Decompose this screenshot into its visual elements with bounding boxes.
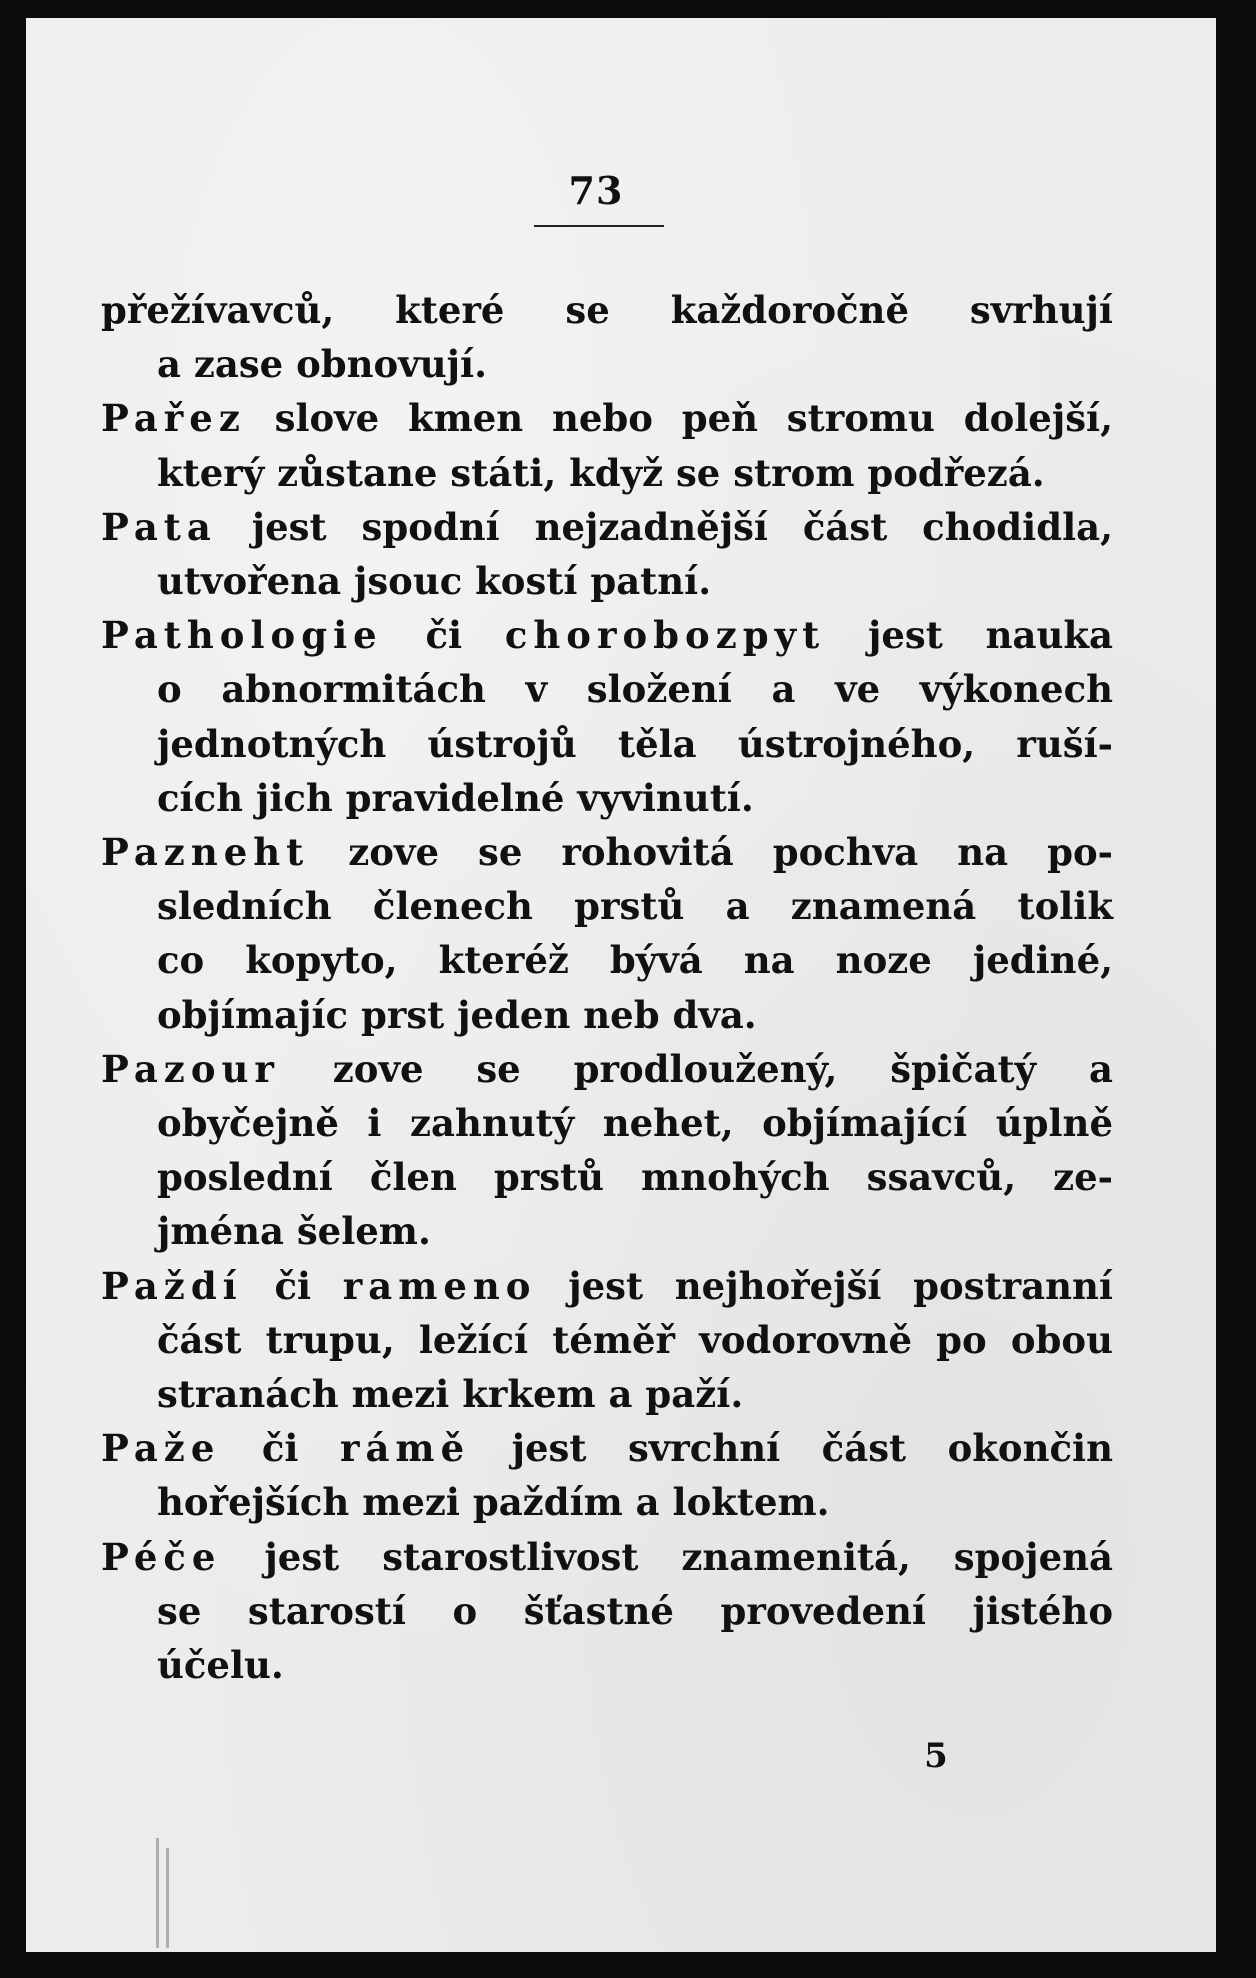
entry-pece <box>101 1530 1113 1693</box>
text-line: který zůstane státi, když se strom podřezá. <box>157 450 1045 495</box>
text-line <box>101 1421 1113 1475</box>
text-line: co kopyto, kteréž bývá na noze jediné, <box>157 938 1113 983</box>
entry-term: Paže <box>101 1426 221 1471</box>
text-line: poslední člen prstů mnohých ssavců, ze- <box>157 1155 1113 1200</box>
text-line: stranách mezi krkem a paží. <box>157 1372 744 1417</box>
entry-term-synonym: rámě <box>339 1426 471 1471</box>
text-line: jednotných ústrojů těla ústrojného, ruší- <box>157 721 1113 766</box>
page-number-rule <box>534 225 664 227</box>
text-line: sledních členech prstů a znamená tolik <box>157 884 1113 929</box>
entry-pathologie <box>101 608 1113 825</box>
text-line: cích jich pravidelné vyvinutí. <box>157 775 754 820</box>
entry-term: Paždí <box>101 1263 243 1308</box>
text-line: přežívavců, které se každoročně svrhují <box>101 288 1113 332</box>
entry-text: jest svrchní část okončin <box>470 1426 1113 1471</box>
entry-pazour <box>101 1042 1113 1259</box>
text-line: část trupu, ležící téměř vodorovně po obou <box>157 1317 1113 1362</box>
entry-text: či <box>382 613 505 658</box>
entry-paze <box>101 1421 1113 1529</box>
text-line: účelu. <box>157 1643 284 1688</box>
text-line <box>101 500 1113 554</box>
entry-text: jest spodní nejzadnější část chodidla, <box>216 504 1113 549</box>
entry-pazneht <box>101 825 1113 1042</box>
text-line: jména šelem. <box>157 1209 431 1254</box>
entry-parez <box>101 391 1113 499</box>
entry-text: zove se prodloužený, špičatý a <box>279 1046 1113 1091</box>
entry-term-synonym: chorobozpyt <box>504 613 826 658</box>
entry-continuation <box>101 283 1113 391</box>
signature-mark: 5 <box>924 1736 948 1776</box>
page-crease-mark <box>156 1838 159 1948</box>
entry-term: Péče <box>101 1534 222 1579</box>
entry-term: Pata <box>101 504 217 549</box>
page-number: 73 <box>568 168 624 213</box>
text-line: obyčejně i zahnutý nehet, objímající úplně <box>157 1101 1113 1146</box>
entry-pata <box>101 500 1113 608</box>
glossary-text <box>101 283 1113 1692</box>
text-line <box>101 1042 1113 1096</box>
text-line: se starostí o šťastné provedení jistého <box>157 1588 1113 1633</box>
entry-pazdi <box>101 1259 1113 1422</box>
entry-text: jest nauka <box>825 613 1113 658</box>
text-line <box>101 1530 1113 1584</box>
entry-text: jest starostlivost znamenitá, spojená <box>221 1534 1113 1579</box>
entry-term: Pathologie <box>101 613 383 658</box>
entry-term-synonym: rameno <box>342 1263 537 1308</box>
text-line <box>101 391 1113 445</box>
entry-text: jest nejhořejší postranní <box>536 1263 1113 1308</box>
text-line <box>101 825 1113 879</box>
entry-text: slove kmen nebo peň stromu dolejší, <box>245 396 1113 441</box>
text-line: a zase obnovují. <box>157 342 487 387</box>
entry-term: Pařez <box>101 396 246 441</box>
text-line: o abnormitách v složení a ve výkonech <box>157 667 1113 712</box>
text-line: utvořena jsouc kostí patní. <box>157 559 712 604</box>
entry-term: Pazour <box>101 1046 280 1091</box>
text-line: objímajíc prst jeden neb dva. <box>157 992 757 1037</box>
entry-text: či <box>242 1263 343 1308</box>
text-line <box>101 608 1113 662</box>
text-line <box>101 1259 1113 1313</box>
text-line: hořejších mezi paždím a loktem. <box>157 1480 830 1525</box>
book-page <box>26 18 1216 1952</box>
entry-text: zove se rohovitá pochva na po- <box>309 830 1113 875</box>
page-crease-mark <box>166 1848 169 1948</box>
entry-text: či <box>220 1426 340 1471</box>
entry-term: Pazneht <box>101 830 310 875</box>
